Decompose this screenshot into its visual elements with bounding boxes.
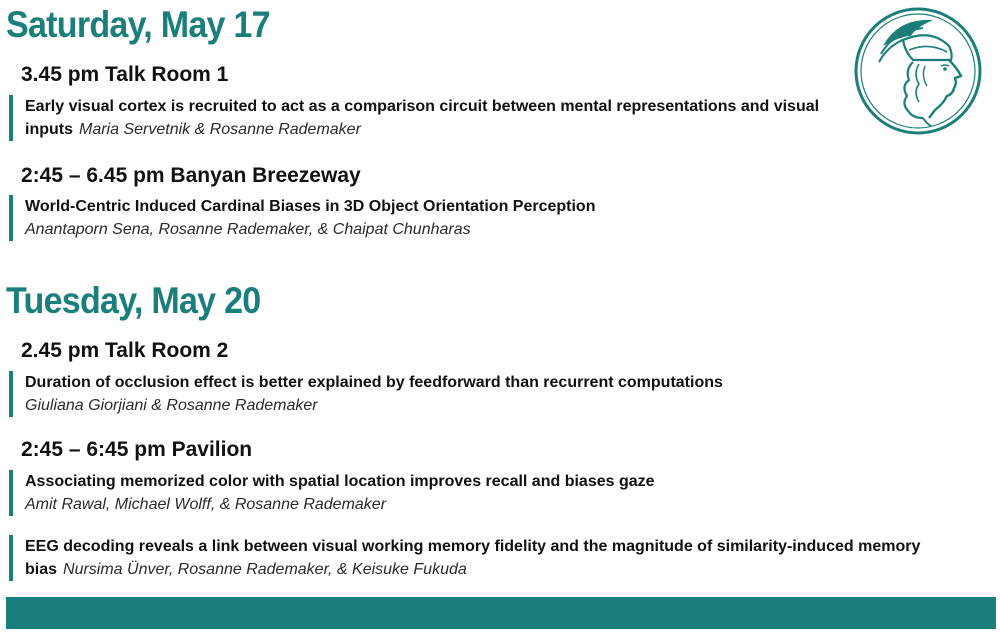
- slot-title-talk-room-1: 3.45 pm Talk Room 1: [21, 63, 229, 86]
- presentation-authors: Giuliana Giorjiani & Rosanne Rademaker: [25, 397, 318, 414]
- list-item: [9, 535, 985, 581]
- slot-title-pavilion: 2:45 – 6:45 pm Pavilion: [21, 438, 253, 461]
- list-item: [9, 195, 875, 241]
- presentation-title: World-Centric Induced Cardinal Biases in 3D Object Orientation Perception: [25, 198, 596, 215]
- slot-title-banyan-breezeway: 2:45 – 6.45 pm Banyan Breezeway: [21, 164, 361, 187]
- minerva-head-logo-icon: [853, 6, 983, 136]
- presentation-title: Duration of occlusion effect is better explained by feedforward than recurrent computations: [25, 374, 723, 391]
- presentation-title: Associating memorized color with spatial location improves recall and biases gaze: [25, 473, 655, 490]
- list-item: [9, 95, 875, 141]
- footer-bar: [6, 597, 996, 629]
- presentation-authors: Maria Servetnik & Rosanne Rademaker: [79, 121, 361, 138]
- slot-title-talk-room-2: 2.45 pm Talk Room 2: [21, 339, 229, 362]
- day-title-tuesday: Tuesday, May 20: [6, 280, 261, 321]
- presentation-authors: Amit Rawal, Michael Wolff, & Rosanne Rademaker: [25, 496, 387, 513]
- presentation-authors: Anantaporn Sena, Rosanne Rademaker, & Chaipat Chunharas: [25, 221, 471, 238]
- day-title-saturday: Saturday, May 17: [6, 4, 270, 45]
- presentation-title: Early visual cortex is recruited to act as a comparison circuit between mental representations and visual inputs: [25, 98, 820, 138]
- presentation-title: EEG decoding reveals a link between visual working memory fidelity and the magnitude of similarity-induced memory bias: [25, 538, 921, 578]
- presentation-authors: Nursima Ünver, Rosanne Rademaker, & Keisuke Fukuda: [63, 561, 467, 578]
- list-item: [9, 470, 875, 516]
- list-item: [9, 371, 875, 417]
